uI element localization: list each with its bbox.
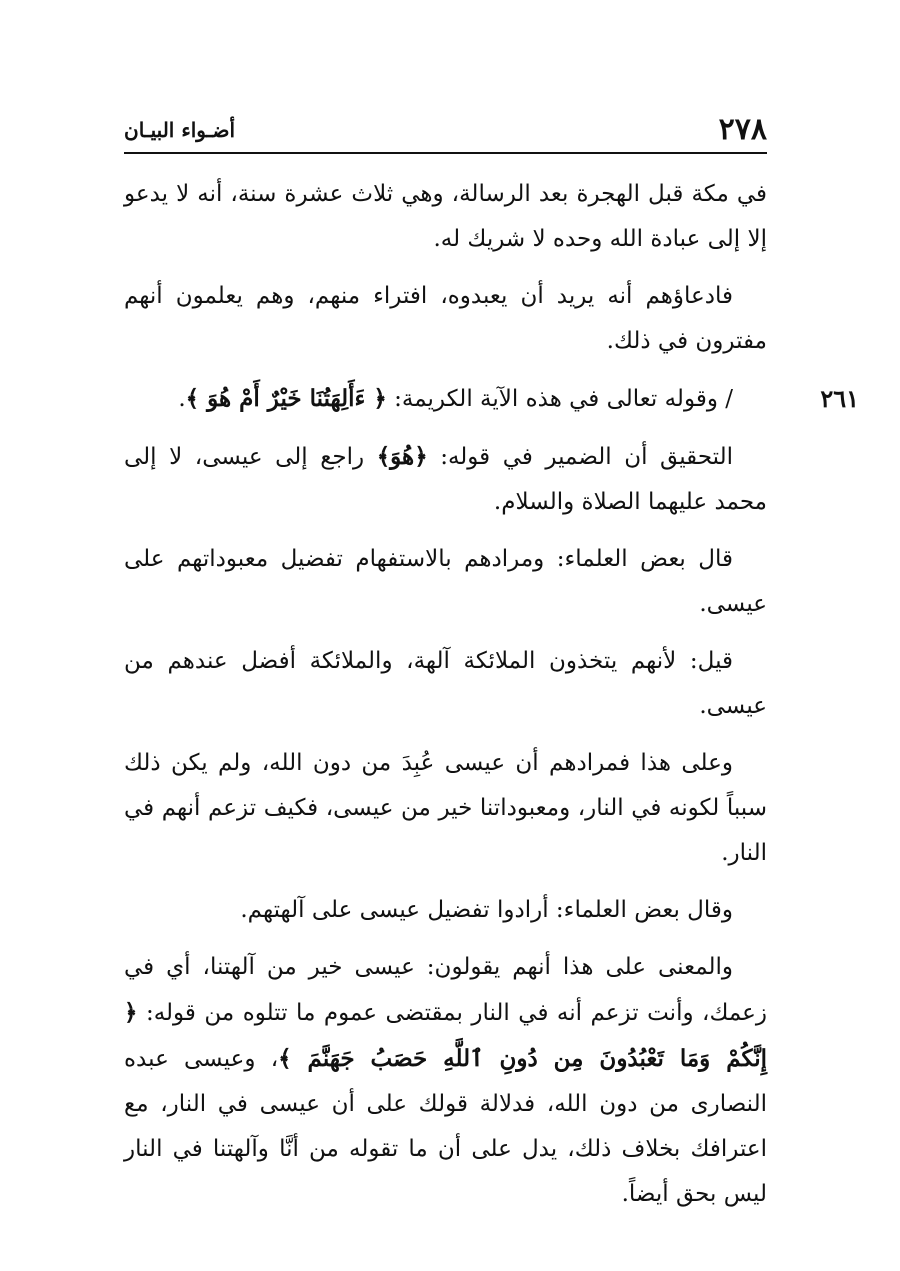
paragraph-2: فادعاؤهم أنه يريد أن يعبدوه، افتراء منهم، وهم يعلمون أنهم مفترون في ذلك. [124,283,767,354]
paragraph-9 [124,945,767,1217]
paragraph-4-text-after: راجع إلى عيسى، لا إلى محمد عليهما الصلاة والسلام. [124,444,767,515]
paragraph-4 [124,434,767,525]
paragraph-9-text-before: والمعنى على هذا أنهم يقولون: عيسى خير من آلهتنا، أي في زعمك، وأنت تزعم أنه في النار بمقتضى عموم ما تتلوه من قوله: [124,954,767,1026]
paragraph-8: وقال بعض العلماء: أرادوا تفضيل عيسى على آلهتهم. [240,897,733,923]
paragraph-1: في مكة قبل الهجرة بعد الرسالة، وهي ثلاث عشرة سنة، أنه لا يدعو إلا إلى عبادة الله وحده لا شريك له. [124,181,767,252]
paragraph-3-text-after: . [178,386,186,412]
header-divider [124,152,767,154]
paragraph-9-text-after: ، وعيسى عبده النصارى من دون الله، فدلالة قولك على أن عيسى في النار، مع اعترافك بخلاف ذلك، يدل على أن ما تقوله من أنَّا وآلهتنا في النار ليس بحق أيضاً. [124,1046,767,1207]
paragraph-7: وعلى هذا فمرادهم أن عيسى عُبِدَ من دون الله، ولم يكن ذلك سبباً لكونه في النار، ومعبوداتنا خير من عيسى، فكيف تزعم أنهم في النار. [124,750,767,866]
page-header [124,112,767,152]
paragraph-5: قال بعض العلماء: ومرادهم بالاستفهام تفضيل معبوداتهم على عيسى. [124,546,767,617]
page-number: ٢٧٨ [718,112,767,147]
paragraph-6: قيل: لأنهم يتخذون الملائكة آلهة، والملائكة أفضل عندهم من عيسى. [124,648,767,719]
paragraph-3-text-before: / وقوله تعالى في هذه الآية الكريمة: [386,386,733,412]
paragraph-4-text-before: التحقيق أن الضمير في قوله: [427,444,733,470]
book-title: أضـواء البيـان [124,118,236,142]
paragraph-3 [124,376,859,422]
page-body [124,172,859,1229]
quran-word: ﴿هُوَ﴾ [376,443,428,470]
original-page-marker: ٢٦١ [820,384,859,413]
quran-verse: ﴿ إِنَّكُمْ وَمَا تَعْبُدُونَ مِن دُونِ ٱللَّهِ حَصَبُ جَهَنَّمَ ﴾ [124,999,768,1072]
quran-verse: ﴿ ءَأَلِهَتُنَا خَيْرٌ أَمْ هُوَ ﴾ [185,385,387,412]
